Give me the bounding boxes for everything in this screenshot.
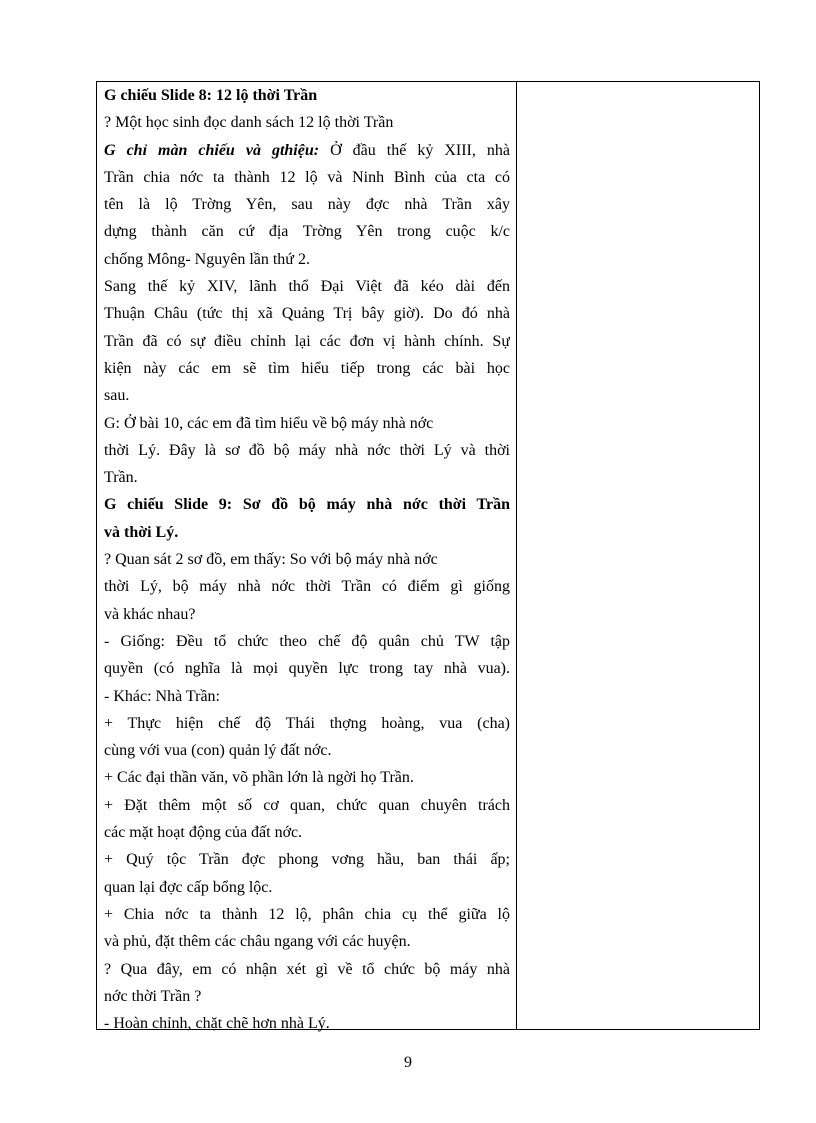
text-line: + Chia nớc ta thành 12 lộ, phân chia cụ thể giữa lộ xyxy=(104,905,510,923)
text-line: sau. xyxy=(104,387,130,405)
slide-9-heading-cont: và thời Lý. xyxy=(104,523,179,541)
intro-label: G chỉ màn chiếu và gthiệu: xyxy=(104,141,320,159)
text-line: ? Qua đây, em có nhận xét gì về tổ chức bộ máy nhà xyxy=(104,960,510,978)
intro-line xyxy=(104,137,510,164)
text-line: chống Mông- Nguyên lần thứ 2. xyxy=(104,250,310,268)
text-line: Thuận Châu (tức thị xã Quảng Trị bây giờ). Do đó nhà xyxy=(104,305,510,323)
page-number: 9 xyxy=(404,1054,412,1071)
notes-cell xyxy=(517,82,759,1029)
text-line: Sang thế kỷ XIV, lãnh thổ Đại Việt đã kéo dài đến xyxy=(104,278,510,296)
text-line: và phủ, đặt thêm các châu ngang với các huyện. xyxy=(104,933,411,951)
text-line: ? Một học sinh đọc danh sách 12 lộ thời Trần xyxy=(104,114,394,132)
text-line: + Đặt thêm một số cơ quan, chức quan chuyên trách xyxy=(104,796,510,814)
text-line: thời Lý, bộ máy nhà nớc thời Trần có điểm gì giống xyxy=(104,578,510,596)
text-line: quan lại đợc cấp bổng lộc. xyxy=(104,878,273,896)
text-line: và khác nhau? xyxy=(104,605,196,623)
text-line: + Các đại thần văn, võ phần lớn là ngời họ Trần. xyxy=(104,769,414,787)
text-line: các mặt hoạt động của đất nớc. xyxy=(104,824,303,842)
text-line: cùng với vua (con) quản lý đất nớc. xyxy=(104,742,332,760)
text-line: thời Lý. Đây là sơ đồ bộ máy nhà nớc thời Lý và thời xyxy=(104,441,510,459)
text-line: G: Ở bài 10, các em đã tìm hiểu về bộ máy nhà nớc xyxy=(104,414,434,432)
text-line: - Giống: Đều tổ chức theo chế độ quân chủ TW tập xyxy=(104,632,510,650)
lesson-table xyxy=(96,81,760,1033)
intro-text: Ở đầu thế kỷ XIII, nhà xyxy=(330,141,510,159)
text-line: - Khác: Nhà Trần: xyxy=(104,687,220,705)
text-line: - Hoàn chỉnh, chặt chẽ hơn nhà Lý. xyxy=(104,1015,330,1033)
text-line: dựng thành căn cứ địa Trờng Yên trong cuộc k/c xyxy=(104,223,510,241)
text-line: + Quý tộc Trần đợc phong vơng hầu, ban thái ấp; xyxy=(104,851,510,869)
content-cell xyxy=(97,82,517,1033)
text-line: Trần chia nớc ta thành 12 lộ và Ninh Bình của cta có xyxy=(104,168,510,186)
text-line: tên là lộ Trờng Yên, sau này đợc nhà Trần xây xyxy=(104,196,510,214)
text-line: Trần. xyxy=(104,469,138,487)
text-line: + Thực hiện chế độ Thái thợng hoàng, vua (cha) xyxy=(104,714,510,732)
slide-8-heading: G chiếu Slide 8: 12 lộ thời Trần xyxy=(104,87,318,104)
text-line: nớc thời Trần ? xyxy=(104,987,202,1005)
text-line: kiện này các em sẽ tìm hiểu tiếp trong các bài học xyxy=(104,359,510,377)
text-line: Trần đã có sự điều chỉnh lại các đơn vị hành chính. Sự xyxy=(104,332,510,350)
text-line: ? Quan sát 2 sơ đồ, em thấy: So với bộ máy nhà nớc xyxy=(104,551,438,569)
slide-9-heading: G chiếu Slide 9: Sơ đồ bộ máy nhà nớc thời Trần xyxy=(104,496,510,514)
text-line: quyền (có nghĩa là mọi quyền lực trong tay nhà vua). xyxy=(104,660,510,678)
